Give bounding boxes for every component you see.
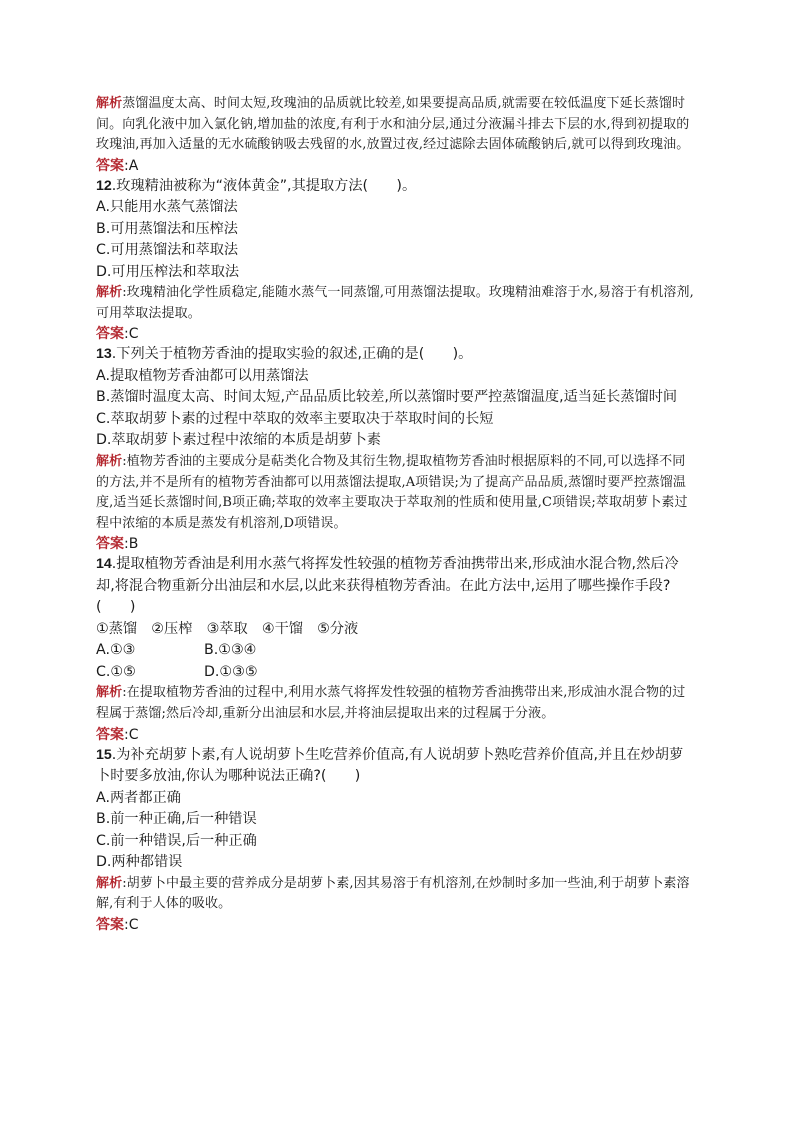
option-14-c: C.①⑤ (96, 663, 136, 680)
answer-11 (96, 156, 696, 176)
option-12-b: B.可用蒸馏法和压榨法 (96, 220, 238, 237)
analysis-text: :在提取植物芳香油的过程中,利用水蒸气将挥发性较强的植物芳香油携带出来,形成油水混合物的过程属于蒸馏;然后冷却,重新分出油层和水层,并将油层提取出来的过程属于分液。 (96, 685, 686, 721)
option-13-c: C.萃取胡萝卜素的过程中萃取的效率主要取决于萃取时间的长短 (96, 410, 494, 427)
analysis-label: 解析 (96, 453, 123, 469)
option-15-c: C.前一种错误,后一种正确 (96, 832, 257, 849)
option-14-d: D.①③⑤ (204, 663, 258, 680)
option-14-b: B.①③④ (204, 642, 257, 659)
answer-label: 答案 (96, 536, 124, 553)
question-15 (96, 745, 696, 788)
analysis-label: 解析 (96, 285, 123, 301)
option-15-b: B.前一种正确,后一种错误 (96, 811, 257, 828)
question-text: .下列关于植物芳香油的提取实验的叙述,正确的是( )。 (111, 346, 473, 363)
question-number: 15 (96, 746, 112, 763)
answer-label: 答案 (96, 916, 124, 933)
option-15-a: A.两者都正确 (96, 789, 181, 806)
option-row-14-cd (96, 662, 696, 684)
answer-label: 答案 (96, 326, 124, 343)
analysis-label: 解析 (96, 875, 123, 891)
analysis-14 (96, 683, 696, 724)
analysis-text: :植物芳香油的主要成分是萜类化合物及其衍生物,提取植物芳香油时根据原料的不同,可以选择不同的方法,并不是所有的植物芳香油都可以用蒸馏法提取,A项错误;为了提高产品品质,蒸馏时要严控蒸馏温度,适当延长蒸馏时间,B项正确;萃取的效率主要取决于萃取剂的性质和使用量,C项错误;萃取胡萝卜素过程中浓缩的本质是蒸发有机溶剂,D项错误。 (96, 453, 688, 531)
analysis-12 (96, 283, 696, 324)
option-row-14-ab (96, 640, 696, 662)
answer-value: :C (124, 726, 139, 743)
answer-13 (96, 534, 696, 554)
answer-value: :B (124, 536, 139, 553)
answer-15 (96, 915, 696, 935)
analysis-label: 解析 (96, 685, 123, 701)
answer-value: :C (124, 916, 139, 933)
answer-value: :C (124, 326, 139, 343)
analysis-label: 解析 (96, 96, 123, 111)
analysis-15 (96, 874, 696, 915)
analysis-text: :胡萝卜中最主要的营养成分是胡萝卜素,因其易溶于有机溶剂,在炒制时多加一些油,利于胡萝卜素溶解,有利于人体的吸收。 (96, 875, 690, 912)
option-12-d: D.可用压榨法和萃取法 (96, 263, 240, 280)
question-14 (96, 554, 696, 619)
analysis-11 (96, 94, 696, 156)
option-12-a: A.只能用水蒸气蒸馏法 (96, 199, 238, 216)
question-13 (96, 344, 696, 366)
analysis-13 (96, 452, 696, 534)
analysis-text: 蒸馏温度太高、时间太短,玫瑰油的品质就比较差,如果要提高品质,就需要在较低温度下延长蒸馏时间。向乳化液中加入氯化钠,增加盐的浓度,有利于水和油分层,通过分液漏斗排去下层的水,得到初提取的玫瑰油,再加入适量的无水硫酸钠吸去残留的水,放置过夜,经过滤除去固体硫酸钠后,就可以得到玫瑰油。 (96, 96, 690, 153)
option-13-a: A.提取植物芳香油都可以用蒸馏法 (96, 367, 309, 384)
option-13-d: D.萃取胡萝卜素过程中浓缩的本质是胡萝卜素 (96, 432, 381, 449)
option-14-a: A.①③ (96, 642, 136, 659)
option-13-b: B.蒸馏时温度太高、时间太短,产品品质比较差,所以蒸馏时要严控蒸馏温度,适当延长蒸馏时间 (96, 389, 678, 406)
answer-label: 答案 (96, 726, 124, 743)
operation-list: ①蒸馏 ②压榨 ③萃取 ④干馏 ⑤分液 (96, 620, 359, 637)
option-12-c: C.可用蒸馏法和萃取法 (96, 242, 239, 259)
answer-label: 答案 (96, 157, 124, 174)
question-text: .提取植物芳香油是利用水蒸气将挥发性较强的植物芳香油携带出来,形成油水混合物,然后冷却,将混合物重新分出油层和水层,以此来获得植物芳香油。在此方法中,运用了哪些操作手段?( ) (96, 556, 679, 616)
question-number: 13 (96, 346, 112, 363)
question-number: 12 (96, 177, 112, 194)
document-page (96, 94, 696, 935)
analysis-text: :玫瑰精油化学性质稳定,能随水蒸气一同蒸馏,可用蒸馏法提取。玫瑰精油难溶于水,易溶于有机溶剂,可用萃取法提取。 (96, 285, 694, 321)
question-12 (96, 176, 696, 198)
answer-14 (96, 725, 696, 745)
option-15-d: D.两种都错误 (96, 854, 183, 871)
question-number: 14 (96, 556, 112, 573)
answer-12 (96, 324, 696, 344)
question-text: .玫瑰精油被称为“液体黄金”,其提取方法( )。 (111, 177, 417, 194)
question-text: .为补充胡萝卜素,有人说胡萝卜生吃营养价值高,有人说胡萝卜熟吃营养价值高,并且在炒胡萝卜时要多放油,你认为哪种说法正确?( ) (96, 746, 684, 785)
answer-value: :A (124, 157, 139, 174)
